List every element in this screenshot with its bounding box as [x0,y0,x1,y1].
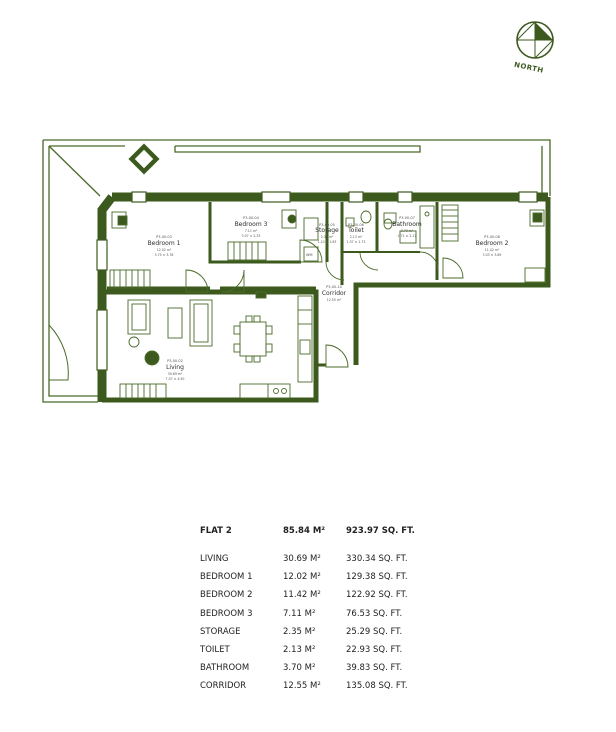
flat-area-m2: 85.84 M² [283,526,326,536]
room-area-sqft: 122.92 SQ. FT. [346,590,408,601]
terrace-table [128,143,159,174]
flat-name: FLAT 2 [200,526,232,536]
room-name: CORRIDOR [200,681,247,692]
room-label-toilet [347,223,366,244]
svg-text:1.71 × 2.17: 1.71 × 2.17 [397,234,417,238]
svg-text:3.70 m²: 3.70 m² [400,229,414,233]
svg-text:Bedroom 2: Bedroom 2 [475,240,509,247]
room-label-living [166,359,185,381]
room-label-corridor [322,285,347,302]
svg-text:P3-00-02: P3-00-02 [167,359,183,363]
room-area-m2: 7.11 M² [283,608,316,619]
room-label-storage [315,223,339,244]
room-name: BEDROOM 2 [200,590,253,601]
svg-text:7.11 m²: 7.11 m² [244,229,258,233]
schedule-row [200,681,440,699]
svg-text:P3-00-08: P3-00-08 [484,235,500,239]
room-area-m2: 11.42 M² [283,590,321,601]
room-area-sqft: 39.83 SQ. FT. [346,663,403,674]
room-name: BATHROOM [200,663,250,674]
svg-text:1.10 × 1.63: 1.10 × 1.63 [317,240,337,244]
bedroom1-furniture [110,212,150,288]
room-label-bathroom [392,216,422,238]
room-area-m2: 12.02 M² [283,572,321,583]
svg-text:P3-00-04: P3-00-04 [243,216,259,220]
terrace [43,140,550,402]
room-area-m2: 2.35 M² [283,626,316,637]
svg-text:3.07 × 2.33: 3.07 × 2.33 [241,234,261,238]
svg-text:Corridor: Corridor [321,290,347,297]
svg-text:P3-00-07: P3-00-07 [399,216,415,220]
svg-text:Bathroom: Bathroom [392,221,422,228]
room-name: LIVING [200,554,229,564]
schedule-row [200,627,440,645]
schedule-row [200,590,440,608]
schedule-row [200,609,440,627]
svg-text:7.07 × 4.50: 7.07 × 4.50 [165,377,185,381]
room-area-m2: 3.70 M² [283,663,316,674]
living-furniture [120,292,312,398]
room-name: BEDROOM 3 [200,608,253,619]
schedule-row [200,663,440,681]
svg-text:WM: WM [306,253,313,257]
room-area-sqft: 135.08 SQ. FT. [346,681,408,692]
svg-text:12.02 m²: 12.02 m² [156,248,172,252]
svg-text:Toilet: Toilet [348,227,364,234]
svg-text:30.69 m²: 30.69 m² [167,372,183,376]
svg-text:P3-00-03: P3-00-03 [156,235,172,239]
north-compass [513,22,553,75]
room-name: BEDROOM 1 [200,572,253,583]
schedule-row [200,554,440,572]
flat-area-sqft: 923.97 SQ. FT. [346,526,415,536]
room-area-sqft: 129.38 SQ. FT. [346,572,408,583]
area-schedule [200,526,440,700]
room-area-sqft: 25.29 SQ. FT. [346,626,403,637]
schedule-header [200,526,440,540]
room-area-m2: 30.69 M² [283,554,321,564]
room-area-sqft: 76.53 SQ. FT. [346,608,403,619]
compass-label: NORTH [513,60,545,75]
svg-text:Storage: Storage [315,227,339,234]
svg-text:2.13 m²: 2.13 m² [349,235,363,239]
room-area-sqft: 22.93 SQ. FT. [346,644,403,655]
svg-text:Living: Living [166,364,184,371]
svg-text:3.75 × 3.78: 3.75 × 3.78 [154,253,174,257]
room-name: STORAGE [200,626,241,637]
svg-text:12.55 m²: 12.55 m² [326,298,342,302]
room-label-bedroom3 [235,216,268,238]
svg-text:P3-00-05: P3-00-05 [319,223,335,227]
room-area-m2: 12.55 M² [283,681,321,692]
room-name: TOILET [200,644,230,655]
svg-text:Bedroom 1: Bedroom 1 [147,240,181,247]
bedroom3-furniture [228,210,296,260]
svg-text:11.42 m²: 11.42 m² [484,248,500,252]
svg-text:P3-00-06: P3-00-06 [348,223,364,227]
room-area-sqft: 330.34 SQ. FT. [346,554,408,564]
room-area-m2: 2.13 M² [283,644,316,655]
svg-text:Bedroom 3: Bedroom 3 [234,221,268,228]
svg-text:2.35 m²: 2.35 m² [320,235,334,239]
schedule-row [200,572,440,590]
room-label-bedroom1 [148,235,181,257]
svg-text:P3-00-10: P3-00-10 [326,285,342,289]
schedule-row [200,645,440,663]
svg-text:1.37 × 1.73: 1.37 × 1.73 [346,240,366,244]
room-label-bedroom2 [476,235,509,257]
svg-text:3.03 × 3.89: 3.03 × 3.89 [482,253,502,257]
